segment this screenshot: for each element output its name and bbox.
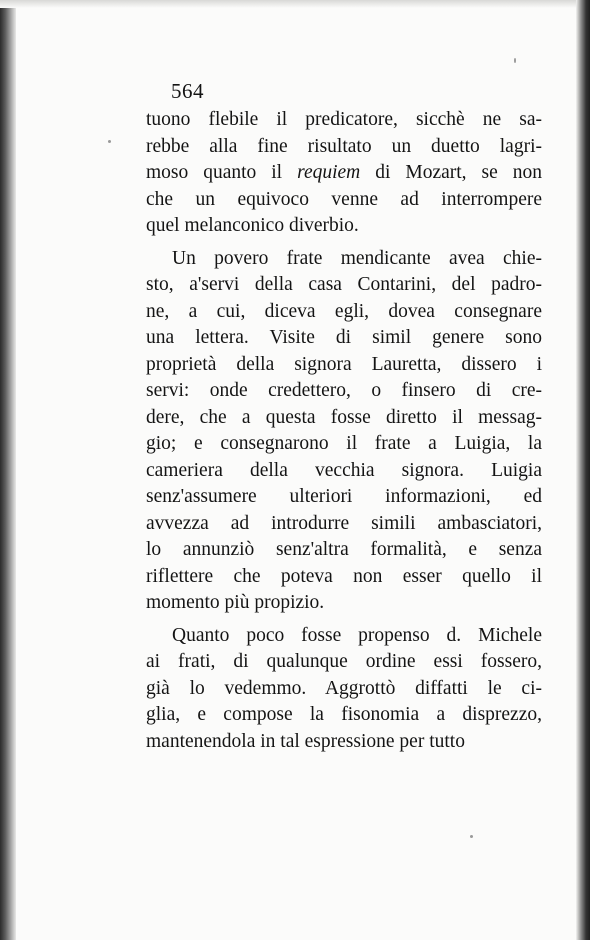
text-line: momento più propizio. — [146, 592, 325, 613]
text-line: gio; e consegnarono il frate a Luigia, la — [146, 433, 542, 454]
text-line: già lo vedemmo. Aggrottò diffatti le ci- — [146, 677, 542, 699]
text-line: sto, a'servi della casa Contarini, del padro- — [146, 274, 542, 295]
text-line: proprietà della signora Lauretta, dissero i — [146, 353, 542, 375]
paragraph — [146, 246, 542, 617]
text-line: moso quanto il requiem di Mozart, se non — [146, 162, 542, 183]
page-number: 564 — [171, 79, 204, 103]
text-line: ai frati, di qualunque ordine essi fossero, — [146, 651, 542, 672]
text-line: servi: onde credettero, o finsero di cre- — [146, 380, 542, 401]
text-line: Quanto poco fosse propenso d. Michele — [172, 624, 542, 646]
ink-speck — [470, 835, 473, 838]
page-edge — [576, 0, 590, 940]
text-line: senz'assumere ulteriori informazioni, ed — [146, 486, 542, 507]
ink-speck — [514, 58, 516, 63]
text-line: quel melanconico diverbio. — [146, 215, 359, 236]
text-line: ne, a cui, diceva egli, dovea consegnare — [146, 300, 542, 322]
text-line: avvezza ad introdurre simili ambasciatori, — [146, 512, 542, 534]
text-line: tuono flebile il predicatore, sicchè ne sa- — [146, 109, 542, 130]
paragraph — [146, 107, 542, 240]
paragraph — [146, 623, 542, 756]
text-line: dere, che a questa fosse diretto il messag- — [146, 406, 542, 428]
text-line: cameriera della vecchia signora. Luigia — [146, 459, 542, 481]
text-line: che un equivoco venne ad interrompere — [146, 188, 542, 210]
text-line: Un povero frate mendicante avea chie- — [172, 247, 542, 269]
text-line: glia, e compose la fisonomia a disprezzo, — [146, 704, 542, 725]
binding-edge — [0, 0, 16, 940]
top-edge — [0, 0, 590, 8]
italic-word: requiem — [297, 162, 361, 183]
text-line: lo annunziò senz'altra formalità, e senza — [146, 539, 542, 560]
text-line: una lettera. Visite di simil genere sono — [146, 327, 542, 348]
text-line: rebbe alla fine risultato un duetto lagri- — [146, 135, 542, 157]
body-text — [146, 107, 542, 755]
text-line: mantenendola in tal espressione per tutto — [146, 730, 465, 752]
text-line: riflettere che poteva non esser quello il — [146, 565, 542, 587]
ink-speck — [108, 140, 111, 143]
